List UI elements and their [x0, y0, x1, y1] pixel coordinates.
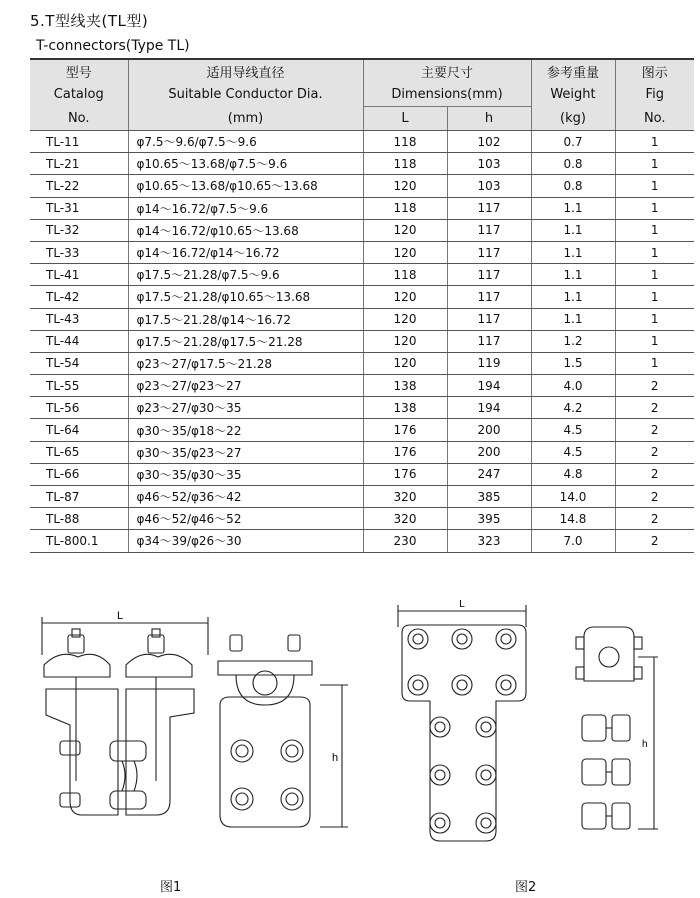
cell-catalog: TL-31: [30, 197, 128, 219]
cell-h: 117: [447, 330, 531, 352]
cell-weight: 7.0: [531, 530, 615, 552]
cell-l: 120: [363, 175, 447, 197]
header-weight-en: Weight: [531, 83, 615, 107]
cell-catalog: TL-54: [30, 352, 128, 374]
cell-l: 120: [363, 286, 447, 308]
cell-conductor: φ14～16.72/φ10.65～13.68: [128, 219, 363, 241]
header-fig-zh: 图示: [615, 59, 694, 83]
header-dimensions-en: Dimensions(mm): [363, 83, 531, 107]
cell-l: 118: [363, 264, 447, 286]
figure-2-caption: 图2: [515, 880, 537, 895]
cell-h: 117: [447, 241, 531, 263]
cell-catalog: TL-32: [30, 219, 128, 241]
cell-h: 117: [447, 264, 531, 286]
table-row: [30, 419, 694, 441]
cell-weight: 4.5: [531, 441, 615, 463]
table-row: [30, 175, 694, 197]
cell-catalog: TL-22: [30, 175, 128, 197]
cell-l: 118: [363, 131, 447, 153]
cell-fig: 1: [615, 330, 694, 352]
cell-fig: 1: [615, 131, 694, 153]
cell-fig: 1: [615, 308, 694, 330]
section-subtitle: T-connectors(Type TL): [36, 38, 190, 54]
spec-table-body: [30, 131, 694, 553]
cell-weight: 0.8: [531, 153, 615, 175]
header-fig-no: No.: [615, 107, 694, 131]
cell-fig: 1: [615, 286, 694, 308]
cell-conductor: φ17.5～21.28/φ7.5～9.6: [128, 264, 363, 286]
cell-catalog: TL-87: [30, 486, 128, 508]
cell-h: 117: [447, 197, 531, 219]
cell-l: 118: [363, 197, 447, 219]
cell-catalog: TL-55: [30, 375, 128, 397]
cell-conductor: φ7.5～9.6/φ7.5～9.6: [128, 131, 363, 153]
cell-l: 176: [363, 463, 447, 485]
header-dimensions-zh: 主要尺寸: [363, 59, 531, 83]
table-row: [30, 463, 694, 485]
cell-fig: 2: [615, 419, 694, 441]
cell-h: 103: [447, 153, 531, 175]
header-conductor-en: Suitable Conductor Dia.: [128, 83, 363, 107]
fig1-dim-l: L: [116, 610, 124, 622]
cell-weight: 1.1: [531, 197, 615, 219]
header-dim-l: L: [363, 107, 447, 131]
header-catalog-zh: 型号: [30, 59, 128, 83]
cell-h: 200: [447, 419, 531, 441]
cell-fig: 2: [615, 486, 694, 508]
cell-l: 230: [363, 530, 447, 552]
cell-catalog: TL-21: [30, 153, 128, 175]
header-row-units: [30, 107, 694, 131]
cell-conductor: φ23～27/φ17.5～21.28: [128, 352, 363, 374]
header-weight-unit: (kg): [531, 107, 615, 131]
cell-weight: 4.2: [531, 397, 615, 419]
cell-l: 320: [363, 486, 447, 508]
cell-conductor: φ23～27/φ30～35: [128, 397, 363, 419]
figure-1-caption: 图1: [160, 880, 182, 895]
cell-weight: 1.1: [531, 308, 615, 330]
cell-conductor: φ17.5～21.28/φ14～16.72: [128, 308, 363, 330]
cell-catalog: TL-33: [30, 241, 128, 263]
cell-weight: 1.2: [531, 330, 615, 352]
cell-fig: 1: [615, 352, 694, 374]
cell-h: 194: [447, 397, 531, 419]
table-row: [30, 486, 694, 508]
cell-l: 320: [363, 508, 447, 530]
cell-catalog: TL-66: [30, 463, 128, 485]
cell-fig: 1: [615, 264, 694, 286]
cell-l: 120: [363, 330, 447, 352]
cell-weight: 14.8: [531, 508, 615, 530]
table-row: [30, 397, 694, 419]
cell-h: 395: [447, 508, 531, 530]
table-row: [30, 508, 694, 530]
table-row: [30, 153, 694, 175]
fig1-dim-h: h: [332, 752, 339, 764]
header-catalog-no: No.: [30, 107, 128, 131]
cell-weight: 4.8: [531, 463, 615, 485]
cell-l: 138: [363, 375, 447, 397]
cell-h: 247: [447, 463, 531, 485]
header-conductor-zh: 适用导线直径: [128, 59, 363, 83]
cell-conductor: φ23～27/φ23～27: [128, 375, 363, 397]
header-weight-zh: 参考重量: [531, 59, 615, 83]
cell-h: 117: [447, 308, 531, 330]
cell-l: 120: [363, 308, 447, 330]
header-dim-h: h: [447, 107, 531, 131]
cell-l: 176: [363, 441, 447, 463]
cell-h: 200: [447, 441, 531, 463]
cell-weight: 0.7: [531, 131, 615, 153]
cell-catalog: TL-41: [30, 264, 128, 286]
spec-table: [30, 58, 694, 553]
cell-weight: 1.1: [531, 219, 615, 241]
cell-h: 117: [447, 286, 531, 308]
cell-conductor: φ14～16.72/φ7.5～9.6: [128, 197, 363, 219]
table-row: [30, 131, 694, 153]
cell-conductor: φ17.5～21.28/φ17.5～21.28: [128, 330, 363, 352]
cell-conductor: φ30～35/φ30～35: [128, 463, 363, 485]
cell-fig: 1: [615, 153, 694, 175]
header-fig-en: Fig: [615, 83, 694, 107]
cell-h: 117: [447, 219, 531, 241]
table-row: [30, 441, 694, 463]
header-row-zh: [30, 59, 694, 83]
cell-catalog: TL-64: [30, 419, 128, 441]
cell-fig: 2: [615, 508, 694, 530]
table-row: [30, 530, 694, 552]
cell-weight: 1.1: [531, 241, 615, 263]
table-row: [30, 241, 694, 263]
table-row: [30, 264, 694, 286]
cell-fig: 1: [615, 197, 694, 219]
table-row: [30, 219, 694, 241]
cell-h: 102: [447, 131, 531, 153]
table-row: [30, 286, 694, 308]
cell-weight: 4.0: [531, 375, 615, 397]
cell-fig: 1: [615, 241, 694, 263]
header-conductor-unit: (mm): [128, 107, 363, 131]
cell-catalog: TL-44: [30, 330, 128, 352]
table-row: [30, 352, 694, 374]
section-title: 5.T型线夹(TL型): [30, 12, 149, 30]
header-row-en: [30, 83, 694, 107]
cell-fig: 2: [615, 530, 694, 552]
cell-weight: 1.1: [531, 286, 615, 308]
figure-1-drawing: [30, 605, 360, 860]
table-row: [30, 308, 694, 330]
cell-catalog: TL-43: [30, 308, 128, 330]
cell-conductor: φ17.5～21.28/φ10.65～13.68: [128, 286, 363, 308]
cell-l: 176: [363, 419, 447, 441]
cell-l: 120: [363, 241, 447, 263]
cell-h: 194: [447, 375, 531, 397]
cell-catalog: TL-800.1: [30, 530, 128, 552]
cell-conductor: φ34～39/φ26～30: [128, 530, 363, 552]
cell-l: 120: [363, 352, 447, 374]
cell-h: 385: [447, 486, 531, 508]
cell-conductor: φ46～52/φ36～42: [128, 486, 363, 508]
cell-fig: 2: [615, 375, 694, 397]
cell-conductor: φ46～52/φ46～52: [128, 508, 363, 530]
table-row: [30, 197, 694, 219]
cell-conductor: φ30～35/φ23～27: [128, 441, 363, 463]
header-catalog-en: Catalog: [30, 83, 128, 107]
cell-h: 323: [447, 530, 531, 552]
cell-h: 119: [447, 352, 531, 374]
cell-conductor: φ30～35/φ18～22: [128, 419, 363, 441]
fig2-dim-l: L: [459, 599, 465, 610]
cell-conductor: φ10.65～13.68/φ10.65～13.68: [128, 175, 363, 197]
cell-fig: 2: [615, 441, 694, 463]
fig2-dim-h: h: [642, 739, 648, 750]
cell-weight: 4.5: [531, 419, 615, 441]
cell-h: 103: [447, 175, 531, 197]
cell-l: 118: [363, 153, 447, 175]
cell-catalog: TL-11: [30, 131, 128, 153]
cell-l: 138: [363, 397, 447, 419]
cell-conductor: φ10.65～13.68/φ7.5～9.6: [128, 153, 363, 175]
cell-catalog: TL-42: [30, 286, 128, 308]
cell-weight: 14.0: [531, 486, 615, 508]
cell-catalog: TL-88: [30, 508, 128, 530]
table-row: [30, 330, 694, 352]
cell-catalog: TL-65: [30, 441, 128, 463]
figure-2-drawing: [388, 597, 668, 867]
cell-fig: 2: [615, 397, 694, 419]
cell-conductor: φ14～16.72/φ14～16.72: [128, 241, 363, 263]
cell-fig: 2: [615, 463, 694, 485]
cell-weight: 0.8: [531, 175, 615, 197]
cell-l: 120: [363, 219, 447, 241]
cell-fig: 1: [615, 175, 694, 197]
table-row: [30, 375, 694, 397]
cell-fig: 1: [615, 219, 694, 241]
cell-weight: 1.5: [531, 352, 615, 374]
cell-catalog: TL-56: [30, 397, 128, 419]
cell-weight: 1.1: [531, 264, 615, 286]
